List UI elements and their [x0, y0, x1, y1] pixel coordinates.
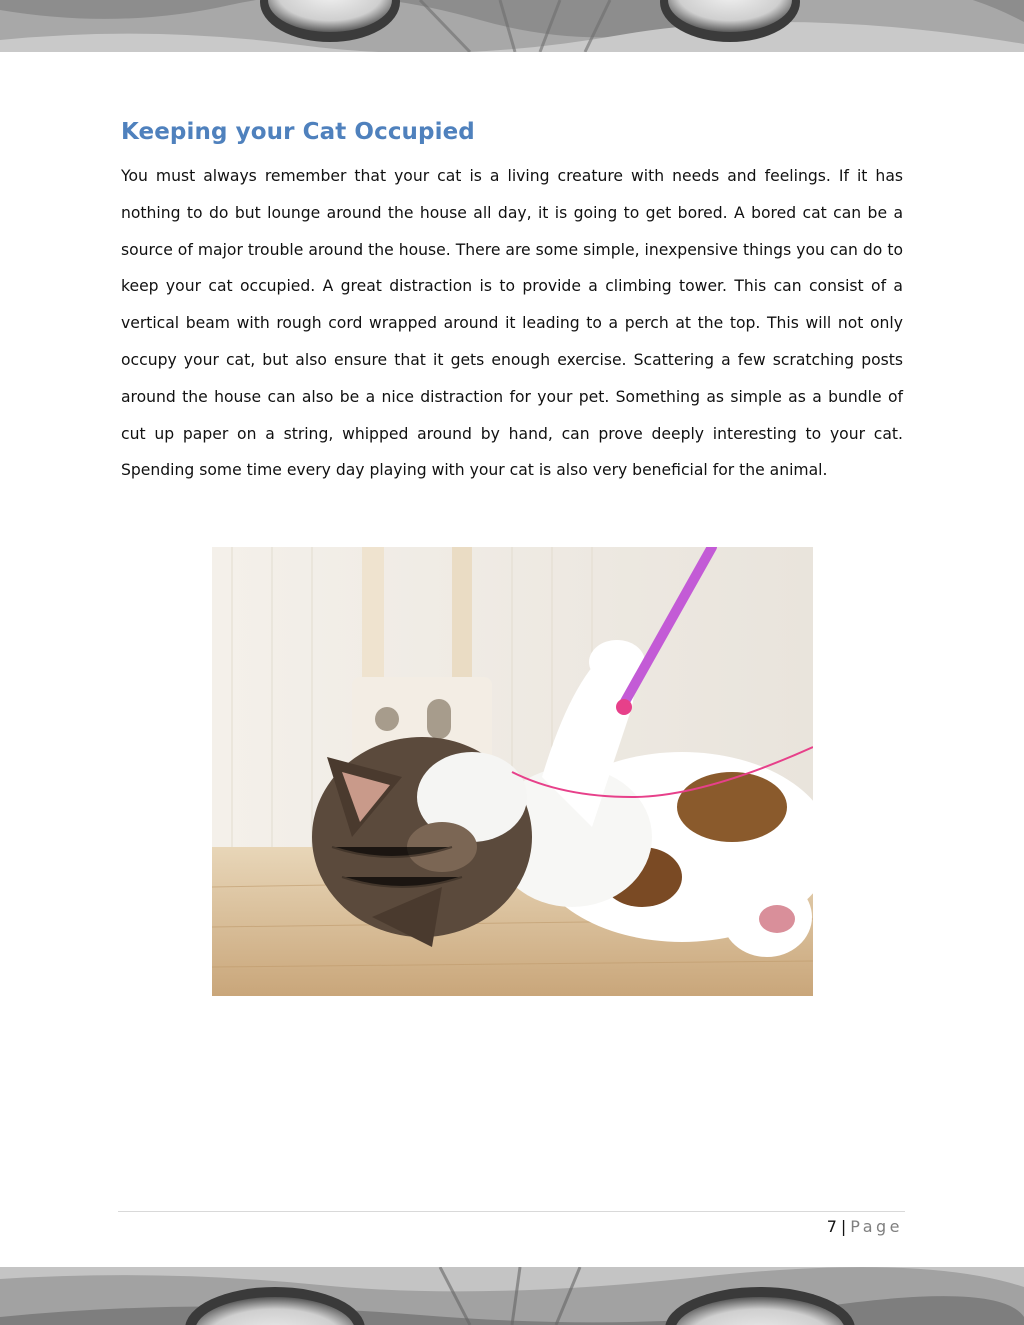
header-banner-image	[0, 0, 1024, 52]
page-label: Page	[850, 1217, 903, 1236]
cat-playing-photo	[212, 547, 813, 996]
footer-separator: |	[840, 1217, 847, 1236]
footer-divider	[118, 1211, 905, 1212]
footer-banner-image	[0, 1267, 1024, 1325]
page-heading: Keeping your Cat Occupied	[121, 119, 475, 145]
page-number: 7	[826, 1217, 837, 1236]
body-paragraph: You must always remember that your cat is a living creature with needs and feelings. If it has nothing to do but lounge around the house all day, it is going to get bored. A bored cat can be a source of major trouble around the house. There are some simple, inexpensive things you can do to keep your cat occupied. A great distraction is to provide a climbing tower. This can consist of a vertical beam with rough cord wrapped around it leading to a perch at the top. This will not only occupy your cat, but also ensure that it gets enough exercise. Scattering a few scratching posts around the house can also be a nice distraction for your pet. Something as simple as a bundle of cut up paper on a string, whipped around by hand, can prove deeply interesting to your cat. Spending some time every day playing with your cat is also very beneficial for the animal.	[121, 167, 903, 480]
page-footer	[827, 1217, 903, 1236]
